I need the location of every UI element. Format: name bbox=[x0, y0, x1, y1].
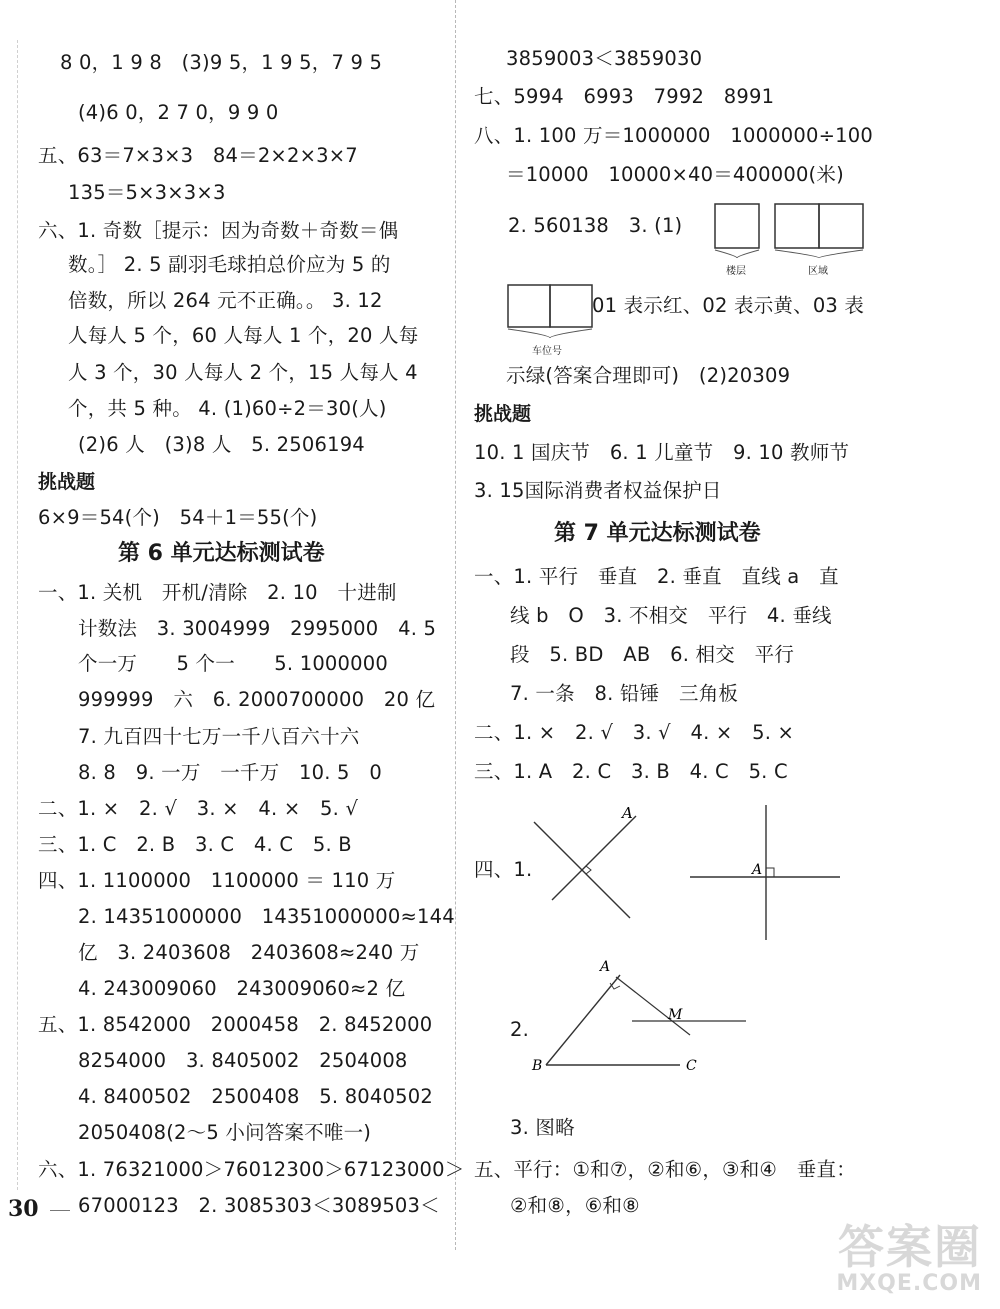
text-line: 10. 1 国庆节 6. 1 儿童节 9. 10 教师节 bbox=[474, 441, 850, 464]
page-number: 30 bbox=[8, 1196, 39, 1222]
text-line: 线 b O 3. 不相交 平行 4. 垂线 bbox=[510, 604, 832, 627]
perpendicular-figure-2 bbox=[686, 800, 846, 945]
text-line: (2)6 人 (3)8 人 5. 2506194 bbox=[78, 433, 365, 456]
text-line: (4)6 0，2 7 0，9 9 0 bbox=[78, 101, 279, 124]
text-line: 999999 六 6. 2000700000 20 亿 bbox=[78, 688, 436, 711]
text-line: 四、1. 1100000 1100000 ＝ 110 万 bbox=[38, 869, 396, 892]
point-c-label: C bbox=[686, 1058, 697, 1074]
unit6-heading: 第 6 单元达标测试卷 bbox=[118, 541, 325, 566]
space-box-2 bbox=[550, 285, 592, 327]
text-line: 五、平行：①和⑦，②和⑥，③和④ 垂直： bbox=[474, 1158, 856, 1181]
point-a-label-1: A bbox=[622, 804, 633, 822]
text-line: 3859003＜3859030 bbox=[506, 47, 703, 70]
challenge-label: 挑战题 bbox=[474, 403, 532, 425]
area-label: 区域 bbox=[808, 266, 828, 277]
text-line: 8254000 3. 8405002 2504008 bbox=[78, 1049, 408, 1072]
text-line: 8. 8 9. 一万 一千万 10. 5 0 bbox=[78, 761, 382, 784]
point-a-label-2: A bbox=[752, 862, 763, 878]
text-line: 个，共 5 种。 4. (1)60÷2＝30(人) bbox=[68, 397, 387, 420]
point-a-label-3: A bbox=[600, 959, 611, 975]
text-line: 八、1. 100 万＝1000000 1000000÷100 bbox=[474, 124, 873, 147]
text-line: 段 5. BD AB 6. 相交 平行 bbox=[510, 643, 795, 666]
text-line: 3. 15国际消费者权益保护日 bbox=[474, 479, 722, 502]
text-line: 67000123 2. 3085303＜3089503＜ bbox=[78, 1194, 440, 1217]
text-line: ②和⑧，⑥和⑧ bbox=[510, 1194, 640, 1217]
text-line: 三、1. C 2. B 3. C 4. C 5. B bbox=[38, 833, 352, 856]
text-line: 2. 560138 3. (1) bbox=[508, 214, 683, 237]
text-line: 一、1. 关机 开机/清除 2. 10 十进制 bbox=[38, 581, 397, 604]
text-line: ＝10000 10000×40＝400000(米) bbox=[506, 163, 844, 186]
text-line: 计数法 3. 3004999 2995000 4. 5 bbox=[78, 617, 437, 640]
text-line: 7. 一条 8. 铅锤 三角板 bbox=[510, 682, 739, 705]
text-line: 二、1. × 2. √ 3. × 4. × 5. √ bbox=[38, 797, 359, 820]
watermark bbox=[836, 1222, 982, 1296]
text-line: 亿 3. 2403608 2403608≈240 万 bbox=[78, 941, 420, 964]
floor-label: 楼层 bbox=[726, 266, 746, 277]
text-line: 六、1. 76321000＞76012300＞67123000＞ bbox=[38, 1158, 465, 1181]
text-line: 七、5994 6993 7992 8991 bbox=[474, 85, 775, 108]
text-line: 五、1. 8542000 2000458 2. 8452000 bbox=[38, 1013, 433, 1036]
unit7-heading: 第 7 单元达标测试卷 bbox=[554, 521, 761, 546]
text-line: 01 表示红、02 表示黄、03 表 bbox=[592, 294, 865, 317]
text-line: 五、63＝7×3×3 84＝2×2×3×7 bbox=[38, 144, 358, 167]
text-line: 2050408(2～5 小问答案不唯一) bbox=[78, 1121, 372, 1144]
floor-box bbox=[715, 204, 759, 248]
left-margin-line bbox=[17, 40, 19, 1190]
text-line: 4. 8400502 2500408 5. 8040502 bbox=[78, 1085, 433, 1108]
text-line: 数。］ 2. 5 副羽毛球拍总价应为 5 的 bbox=[68, 253, 391, 276]
text-line: 2. 14351000000 14351000000≈144 bbox=[78, 905, 455, 928]
perpendicular-figure-3 bbox=[530, 955, 760, 1075]
page-number-dash bbox=[50, 1210, 70, 1211]
text-line: 人 3 个，30 人每人 2 个，15 人每人 4 bbox=[68, 361, 418, 384]
challenge-label: 挑战题 bbox=[38, 471, 96, 493]
text-line: 六、1. 奇数［提示：因为奇数＋奇数＝偶 bbox=[38, 219, 399, 242]
challenge-answer: 6×9＝54(个) 54＋1＝55(个) bbox=[38, 506, 318, 529]
q4-3-label: 3. 图略 bbox=[510, 1116, 575, 1139]
area-box-2 bbox=[819, 204, 863, 248]
watermark-url: MXQE.COM bbox=[836, 1271, 982, 1296]
space-box-1 bbox=[508, 285, 550, 327]
text-line: 倍数，所以 264 元不正确。。 3. 12 bbox=[68, 289, 383, 312]
text-line: 三、1. A 2. C 3. B 4. C 5. C bbox=[474, 760, 788, 783]
text-line: 8 0，1 9 8 (3)9 5，1 9 5，7 9 5 bbox=[60, 51, 383, 74]
perpendicular-figure-1 bbox=[530, 800, 650, 925]
text-line: 人每人 5 个，60 人每人 1 个，20 人每 bbox=[68, 324, 419, 347]
area-box-1 bbox=[775, 204, 819, 248]
point-b-label: B bbox=[532, 1058, 543, 1074]
q4-2-label: 2. bbox=[510, 1018, 530, 1041]
text-line: 一、1. 平行 垂直 2. 垂直 直线 a 直 bbox=[474, 565, 839, 588]
text-line: 7. 九百四十七万一千八百六十六 bbox=[78, 725, 360, 748]
column-divider bbox=[455, 0, 457, 1250]
watermark-main: 答案圈 bbox=[838, 1220, 982, 1274]
text-line: 135＝5×3×3×3 bbox=[68, 181, 226, 204]
text-line: 个一万 5 个一 5. 1000000 bbox=[78, 652, 388, 675]
space-number-label: 车位号 bbox=[532, 346, 562, 357]
text-line: 4. 243009060 243009060≈2 亿 bbox=[78, 977, 406, 1000]
q4-1-label: 四、1. bbox=[474, 858, 533, 881]
point-m-label: M bbox=[668, 1007, 683, 1023]
text-line: 示绿(答案合理即可) (2)20309 bbox=[506, 364, 791, 387]
text-line: 二、1. × 2. √ 3. √ 4. × 5. × bbox=[474, 721, 795, 744]
